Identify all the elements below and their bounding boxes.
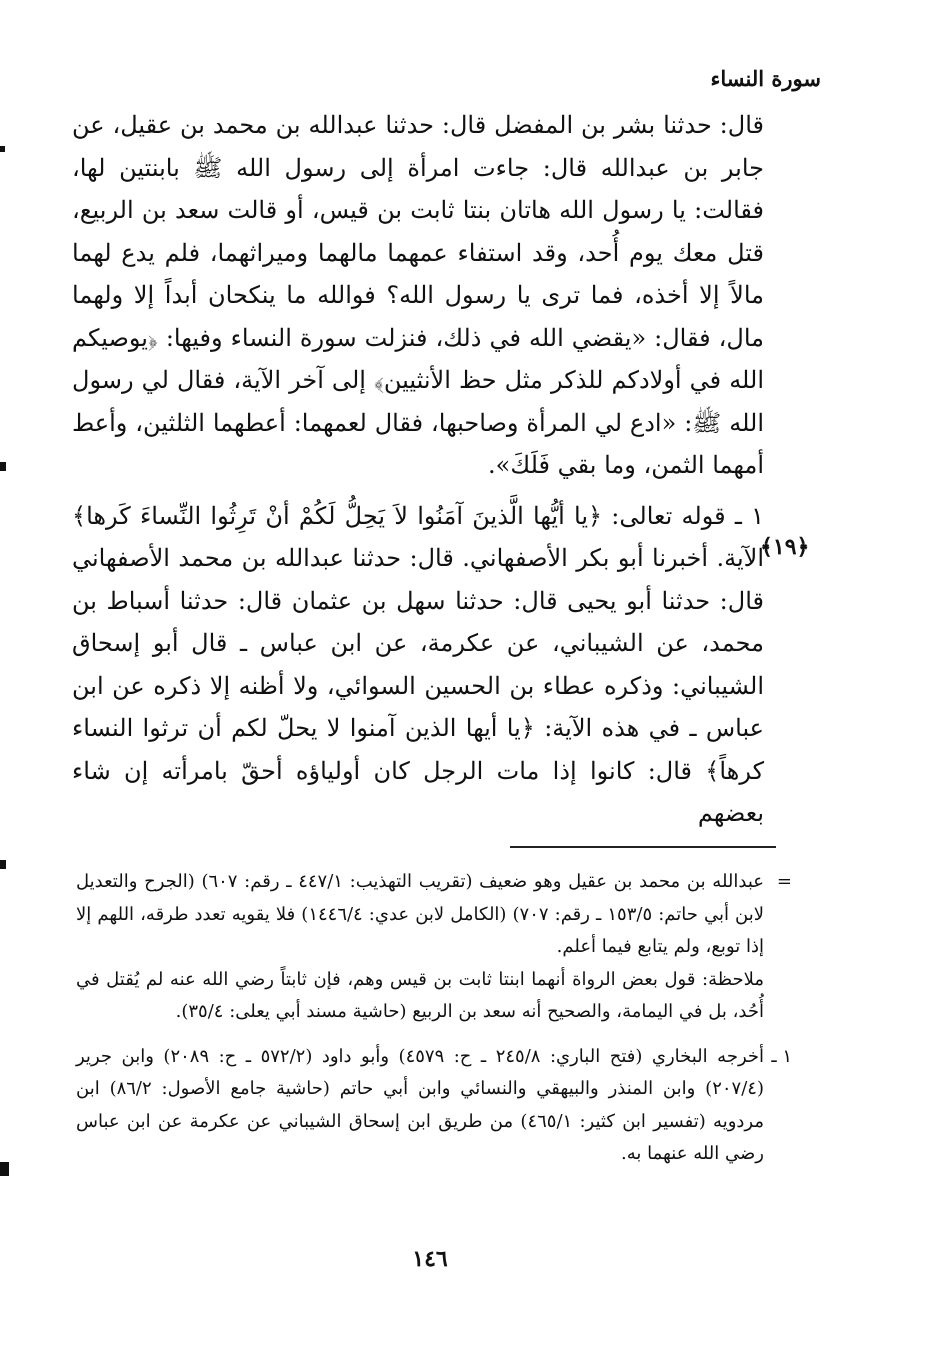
footnotes [76,866,792,1171]
page-number: ١٤٦ [412,1246,448,1272]
scan-mark [0,860,6,869]
footnote-1-text: أخرجه البخاري (فتح الباري: ٢٤٥/٨ ـ ح: ٤٥٧٩) وأبو داود (٥٧٢/٢ ـ ح: ٢٠٨٩) وابن جرير (٢٠٧/٤) وابن المنذر والبيهقي والنسائي وابن أبي حاتم (حاشية جامع الأصول: ٨٦/٢) ابن مردويه (تفسير ابن كثير: ٤٦٥/١) من طريق ابن إسحاق الشيباني عن عكرمة عن ابن عباس رضي الله عنهما به. [76,1045,765,1164]
ayah-number: ﴿١٩﴾ [760,534,810,560]
hadith-paragraph: قال: حدثنا بشر بن المفضل قال: حدثنا عبدالله بن محمد بن عقيل، عن جابر بن عبدالله قال: جاءت امرأة إلى رسول الله ﷺ بابنتين لها، فقالت: يا رسول الله هاتان بنتا ثابت بن قيس، أو قالت سعد بن الربيع، قتل معك يوم أُحد، وقد استفاء عمهما مالهما وميراثهما، فلم يدع لهما مالاً إلا أخذه، فما ترى يا رسول الله؟ فوالله ما ينكحان أبداً إلا ولهما مال، فقال: «يقضي الله في ذلك، فنزلت سورة النساء وفيها: ﴿يوصيكم الله في أولادكم للذكر مثل حظ الأنثيين﴾ إلى آخر الآية، فقال لي رسول الله ﷺ: «ادع لي المرأة وصاحبها، فقال لعمهما: أعطهما الثلثين، وأعط أمهما الثمن، وما بقي فَلَكَ». [72,111,764,479]
footnote-continuation [76,866,792,964]
scan-mark [0,462,6,471]
verse-commentary-paragraph: ١ ـ قوله تعالى: ﴿يا أيُّها الَّذينَ آمَنُوا لاَ يَحِلُّ لَكُمْ أنْ تَرِثُوا النِّساءَ كَرها﴾ الآية. أخبرنا أبو بكر الأصفهاني. قال: حدثنا عبدالله بن محمد الأصفهاني قال: حدثنا أبو يحيى قال: حدثنا سهل بن عثمان قال: حدثنا أسباط بن محمد، عن الشيباني، عن عكرمة، عن ابن عباس ـ قال أبو إسحاق الشيباني: وذكره عطاء بن الحسين السوائي، ولا أظنه إلا ذكره عن ابن عباس ـ في هذه الآية: ﴿يا أيها الذين آمنوا لا يحلّ لكم أن ترثوا النساء كرهاً﴾ قال: كانوا إذا مات الرجل كان أولياؤه أحقّ بامرأته إن شاء بعضهم [72,501,765,827]
footnote-1 [76,1041,792,1171]
footnote-continuation-text: عبدالله بن محمد بن عقيل وهو ضعيف (تقريب التهذيب: ٤٤٧/١ ـ رقم: ٦٠٧) (الجرح والتعديل لابن أبي حاتم: ١٥٣/٥ ـ رقم: ٧٠٧) (الكامل لابن عدي: ١٤٤٦/٤) فلا يقويه تعدد طرقه، اللهم إلا إذا توبع، ولم يتابع فيما أعلم. [76,871,765,957]
footnote-divider [510,846,776,848]
footnote-remark: ملاحظة: قول بعض الرواة أنهما ابنتا ثابت بن قيس وهم، فإن ثابتاً رضي الله عنه لم يُقتل في أُحُد، بل في اليمامة، والصحيح أنه سعد بن الربيع (حاشية مسند أبي يعلى: ٣٥/٤). [76,968,764,1022]
scan-mark [0,1162,9,1176]
continuation-mark: = [776,871,792,892]
running-header: سورة النساء [710,66,821,91]
scan-mark [0,146,5,152]
footnote-1-number: ١ ـ [771,1045,792,1067]
main-text [72,104,764,835]
